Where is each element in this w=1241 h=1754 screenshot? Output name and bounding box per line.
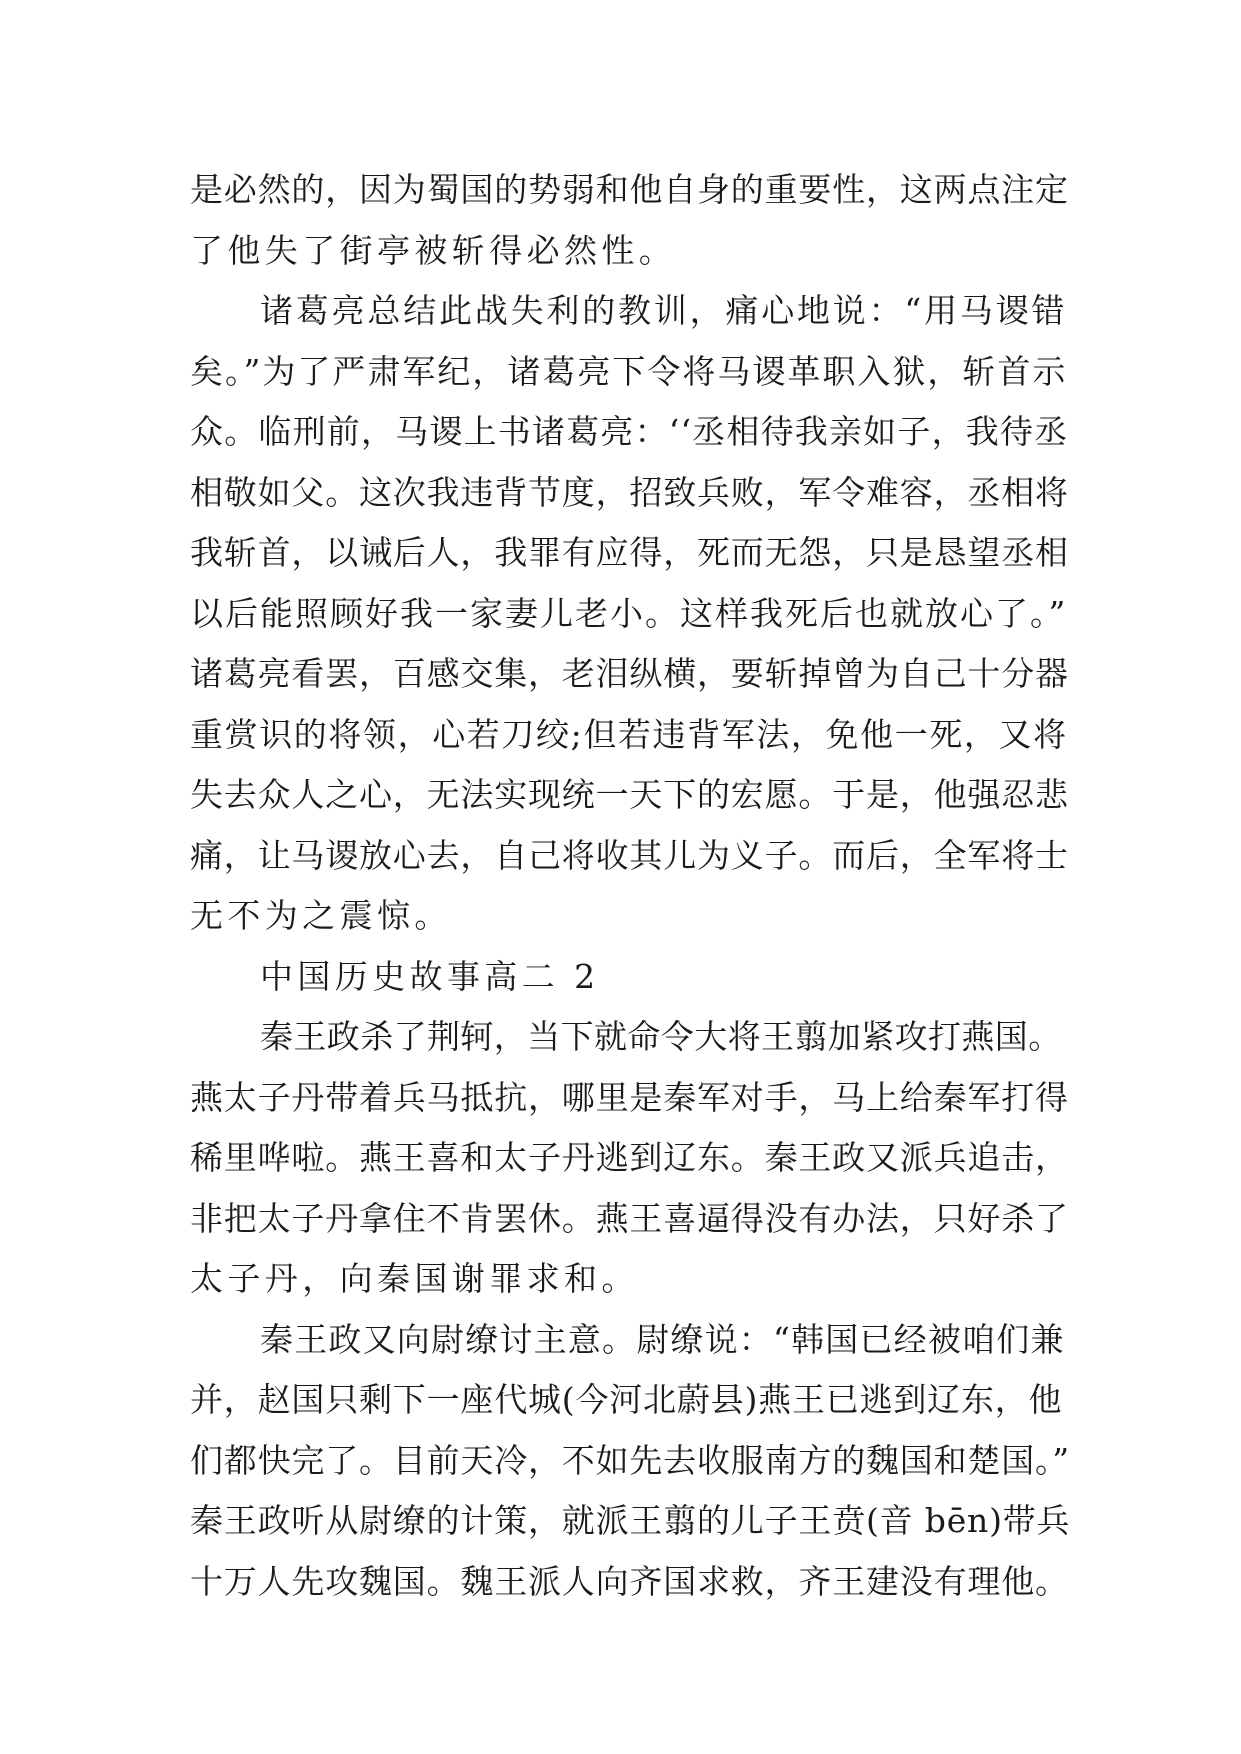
text-line: 痛，让马谡放心去，自己将收其儿为义子。而后，全军将士	[190, 835, 1069, 875]
text-line: 十万人先攻魏国。魏王派人向齐国求救，齐王建没有理他。	[190, 1561, 1069, 1601]
text-line: 是必然的，因为蜀国的势弱和他自身的重要性，这两点注定	[190, 170, 1069, 209]
text-line: 秦王政杀了荆轲，当下就命令大将王翦加紧攻打燕国。	[260, 1017, 1062, 1056]
text-line: 以后能照顾好我一家妻儿老小。这样我死后也就放心了。”	[190, 593, 1068, 633]
text-line: 太子丹，向秦国谢罪求和。	[190, 1259, 639, 1298]
text-line: 矣。”为了严肃军纪，诸葛亮下令将马谡革职入狱，斩首示	[190, 351, 1068, 391]
text-line: 诸葛亮总结此战失利的教训，痛心地说：“用马谡错	[260, 291, 1068, 330]
text-line: 无不为之震惊。	[190, 896, 452, 935]
text-line: 秦王政又向尉缭讨主意。尉缭说：“韩国已经被咱们兼	[260, 1319, 1065, 1359]
text-line: 失去众人之心，无法实现统一天下的宏愿。于是，他强忍悲	[190, 775, 1069, 814]
text-line: 诸葛亮看罢，百感交集，老泪纵横，要斩掉曾为自己十分器	[190, 654, 1069, 693]
text-line: 们都快完了。目前天冷，不如先去收服南方的魏国和楚国。”	[190, 1440, 1070, 1480]
text-line: 众。临刑前，马谡上书诸葛亮：‘‘丞相待我亲如子，我待丞	[190, 412, 1069, 451]
text-line: 稀里哗啦。燕王喜和太子丹逃到辽东。秦王政又派兵追击，	[190, 1138, 1069, 1177]
text-line: 燕太子丹带着兵马抵抗，哪里是秦军对手，马上给秦军打得	[190, 1077, 1069, 1117]
text-line: 非把太子丹拿住不肯罢休。燕王喜逼得没有办法，只好杀了	[190, 1198, 1069, 1238]
document-body	[190, 160, 1070, 1612]
text-line: 并，赵国只剩下一座代城(今河北蔚县)燕王已逃到辽东，他	[190, 1380, 1063, 1419]
text-line: 相敬如父。这次我违背节度，招致兵败，军令难容，丞相将	[190, 472, 1069, 512]
text-line: 了他失了街亭被斩得必然性。	[190, 230, 677, 270]
text-line: 我斩首，以诫后人，我罪有应得，死而无怨，只是恳望丞相	[190, 533, 1069, 572]
text-line: 重赏识的将领，心若刀绞;但若违背军法，免他一死，又将	[190, 714, 1068, 754]
text-line: 秦王政听从尉缭的计策，就派王翦的儿子王贲(音 bēn)带兵	[190, 1501, 1071, 1540]
text-line: 中国历史故事高二 2	[260, 956, 600, 996]
